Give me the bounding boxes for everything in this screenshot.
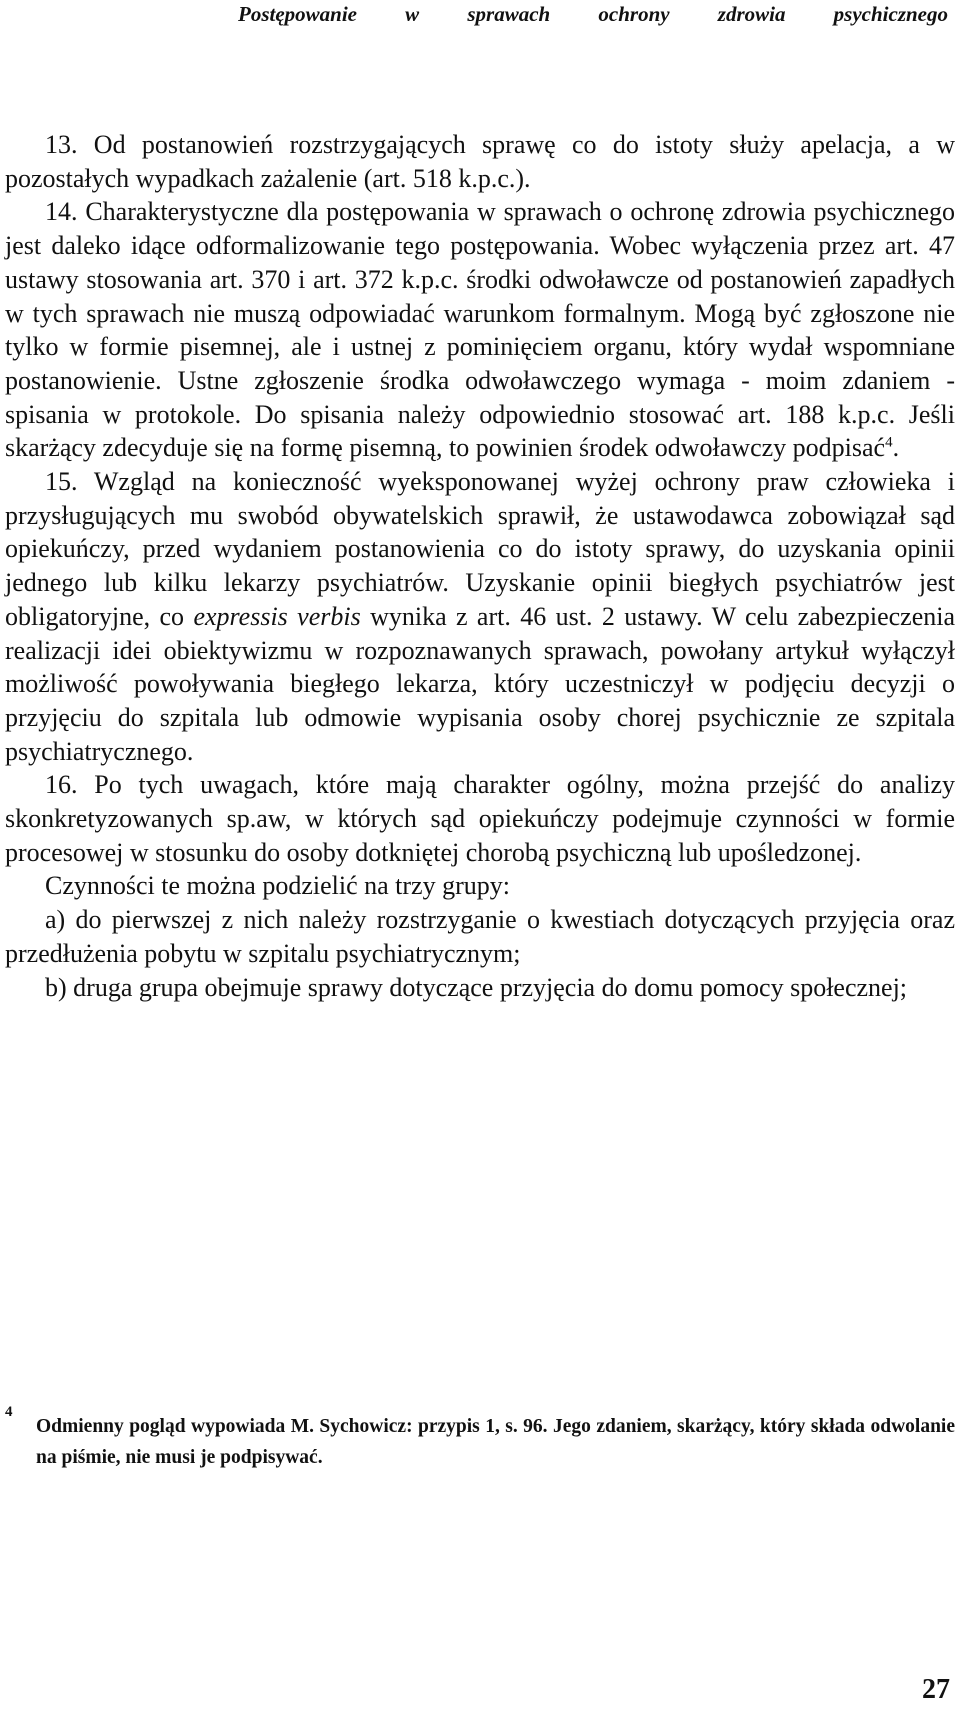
main-text <box>5 128 955 1004</box>
footnote <box>5 1404 955 1473</box>
paragraph-13: 13. Od postanowień rozstrzygających sprawę co do istoty służy apelacja, a w pozostałych wypadkach zażalenie (art. 518 k.p.c.). <box>5 130 955 193</box>
paragraph-14-text: 14. Charakterystyczne dla postępowania w sprawach o ochronę zdrowia psychicznego jest daleko idące odformalizowanie tego postępowania. Wobec wyłączenia przez art. 47 ustawy stosowania art. 370 i art. 372 k.p.c. środki odwoławcze od postanowień zapadłych w tych sprawach nie muszą odpowiadać warunkom formalnym. Mogą być zgłoszone nie tylko w formie pisemnej, ale i ustnej z pominięciem organu, który wydał wspomniane postanowienie. Ustne zgłoszenie środka odwoławczego wymaga - moim zdaniem - spisania w protokole. Do spisania należy odpowiednio stosować art. 188 k.p.c. Jeśli skarżący zdecyduje się na formę pisemną, to powinien środek odwoławczy podpisać <box>5 197 955 463</box>
running-header: Postępowanie w sprawach ochrony zdrowia psychicznego <box>238 2 948 26</box>
paragraph-15-text-start: 15. Wzgląd na konieczność wyeksponowanej wyżej ochrony praw człowieka i przysługujących mu swobód obywatelskich sprawił, że ustawodawca zobowiązał sąd opiekuńczy, przed wydaniem postanowienia co do istoty sprawy, do uzyskania opinii jednego lub kilku lekarzy psychiatrów. Uzyskanie opinii biegłych psychiatrów jest obligatoryjne, co <box>5 467 955 631</box>
list-item-a: a) do pierwszej z nich należy rozstrzyganie o kwestiach dotyczących przyjęcia oraz przedłużenia pobytu w szpitalu psychiatrycznym; <box>5 905 955 968</box>
paragraph-16: 16. Po tych uwagach, które mają charakter ogólny, można przejść do analizy skonkretyzowanych sp.aw, w których sąd opiekuńczy podejmuje czynności w formie procesowej w stosunku do osoby dotkniętej chorobą psychiczną lub upośledzonej. <box>5 770 955 867</box>
footnote-text: Odmienny pogląd wypowiada M. Sychowicz: przypis 1, s. 96. Jego zdaniem, skarżący, który składa odwolanie na piśmie, nie musi je podpisywać. <box>36 1416 955 1468</box>
page-number: 27 <box>922 1674 950 1705</box>
paragraph-14 <box>5 195 955 465</box>
latin-emphasis: expressis verbis <box>193 601 361 631</box>
list-item-b: b) druga grupa obejmuje sprawy dotyczące przyjęcia do domu pomocy społecznej; <box>45 972 908 1002</box>
paragraph-15 <box>5 465 955 768</box>
paragraph-groups-intro: Czynności te można podzielić na trzy grupy: <box>45 871 510 901</box>
paragraph-15-text-end: wynika z art. 46 ust. 2 ustawy. W celu zabezpieczenia realizacji idei obiektywizmu w rozpoznawanych sprawach, powołany artykuł wyłączył możliwość powoływania biegłego lekarza, który uczestniczył w podjęciu decyzji o przyjęciu do szpitala lub odmowie wypisania osoby chorej psychicznie ze szpitala psychiatrycznego. <box>5 601 955 766</box>
footnote-number: 4 <box>5 1404 13 1420</box>
footnote-reference: 4 <box>885 434 893 451</box>
paragraph-14-end: . <box>892 433 900 463</box>
